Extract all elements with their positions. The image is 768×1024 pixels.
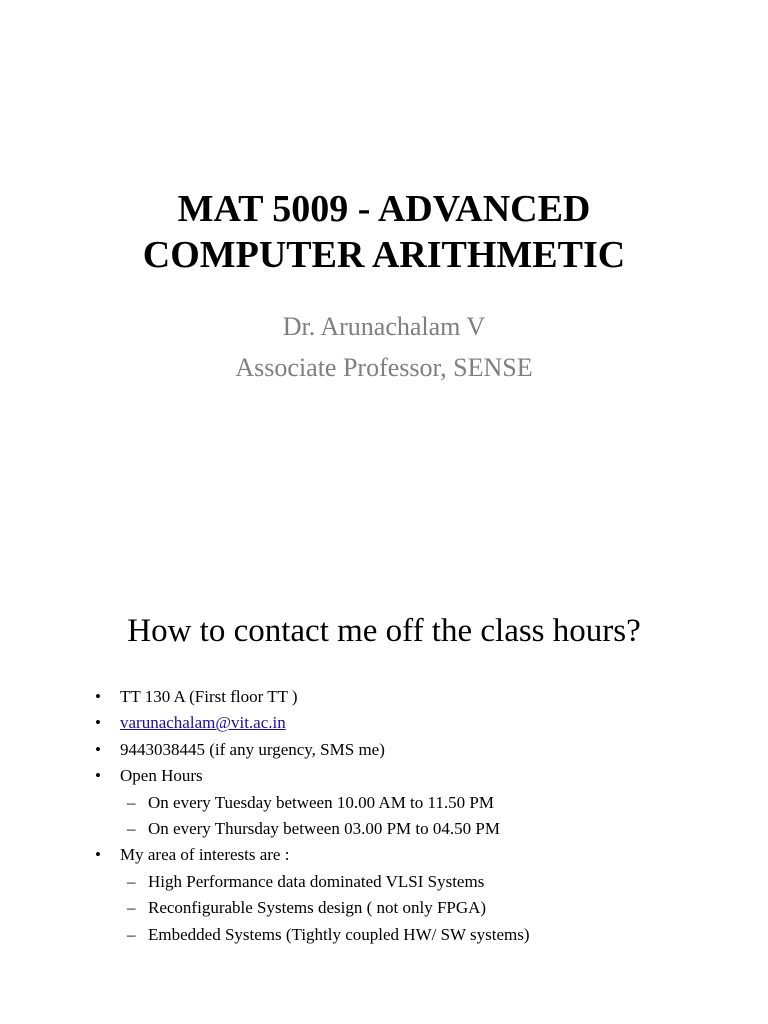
bullet-marker: • — [95, 687, 101, 706]
email-link[interactable]: varunachalam@vit.ac.in — [120, 713, 286, 733]
instructor-info — [0, 306, 768, 388]
phone-number: 9443038445 (if any urgency, SMS me) — [120, 739, 385, 759]
list-item-interest-vlsi — [0, 869, 768, 895]
thursday-hours: On every Thursday between 03.00 PM to 04.50 PM — [148, 819, 500, 839]
tuesday-hours: On every Tuesday between 10.00 AM to 11.50 PM — [148, 792, 494, 812]
dash-marker: – — [127, 792, 136, 812]
office-location: TT 130 A (First floor TT ) — [120, 687, 298, 706]
dash-marker: – — [127, 819, 136, 839]
list-item-interests — [0, 842, 768, 868]
course-title-line-2: COMPUTER ARITHMETIC — [142, 234, 626, 276]
list-item-tuesday-hours — [0, 790, 768, 816]
interest-vlsi: High Performance data dominated VLSI Systems — [148, 871, 485, 891]
dash-marker: – — [127, 924, 136, 944]
course-title — [0, 186, 768, 278]
instructor-position: Associate Professor, SENSE — [235, 353, 533, 382]
bullet-marker: • — [95, 766, 101, 786]
bullet-marker: • — [95, 713, 101, 733]
list-item-interest-embedded — [0, 922, 768, 948]
open-hours-label: Open Hours — [120, 766, 203, 786]
interest-embedded: Embedded Systems (Tightly coupled HW/ SW systems) — [148, 924, 530, 944]
interest-reconfigurable: Reconfigurable Systems design ( not only FPGA) — [148, 898, 487, 918]
list-item-open-hours — [0, 763, 768, 789]
contact-slide — [0, 512, 768, 1024]
dash-marker: – — [127, 871, 136, 891]
list-item-interest-reconfigurable — [0, 895, 768, 921]
contact-list — [0, 684, 768, 948]
dash-marker: – — [127, 898, 136, 918]
list-item-thursday-hours — [0, 816, 768, 842]
list-item-email — [0, 710, 768, 736]
list-item-office — [0, 684, 768, 710]
course-title-line-1: MAT 5009 - ADVANCED — [177, 188, 591, 230]
bullet-marker: • — [95, 739, 101, 759]
interests-label: My area of interests are : — [120, 845, 290, 865]
bullet-marker: • — [95, 845, 101, 865]
list-item-phone — [0, 737, 768, 763]
instructor-name: Dr. Arunachalam V — [282, 312, 486, 341]
contact-heading: How to contact me off the class hours? — [127, 613, 641, 649]
